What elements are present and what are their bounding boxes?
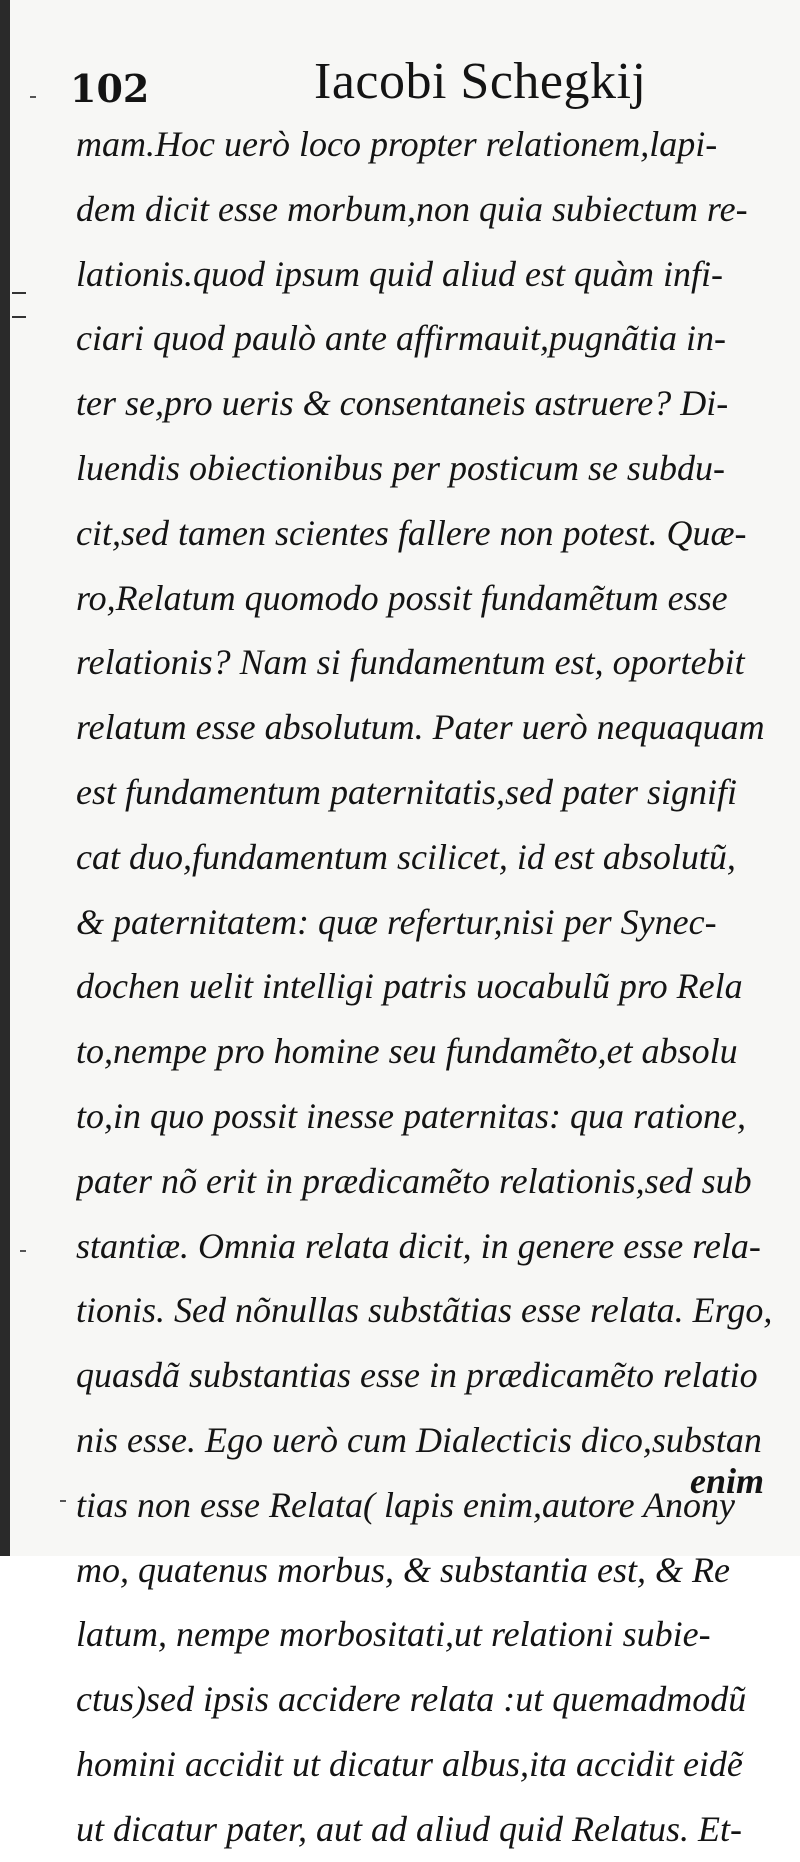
text-line: dem dicit esse morbum,non quia subiectum re-	[76, 188, 748, 229]
catchword: enim	[689, 1461, 764, 1501]
text-line: dochen uelit intelligi patris uocabulũ pro Rela	[76, 966, 743, 1007]
text-line: to,nempe pro homine seu fundamẽto,et absolu	[76, 1031, 738, 1072]
text-line: mo, quatenus morbus, & substantia est, & Re	[76, 1549, 730, 1590]
text-line: mam.Hoc uerò loco propter relationem,lapi-	[76, 124, 718, 164]
text-line: cat duo,fundamentum scilicet, id est absolutũ,	[76, 836, 736, 877]
gutter-shadow	[0, 0, 10, 1556]
text-line: relationis? Nam si fundamentum est, oportebit	[76, 642, 745, 683]
ink-speck	[20, 1250, 26, 1252]
text-line: tias non esse Relata( lapis enim,autore Anony	[76, 1484, 735, 1525]
text-line: stantiæ. Omnia relata dicit, in genere esse rela-	[76, 1225, 761, 1266]
text-line: & paternitatem: quæ refertur,nisi per Synec-	[76, 901, 717, 942]
ink-speck	[60, 1500, 66, 1502]
page-number: 102	[70, 66, 150, 111]
text-line: relatum esse absolutum. Pater uerò nequaquam	[76, 707, 765, 748]
margin-mark	[12, 316, 26, 318]
body-text	[76, 112, 776, 1862]
running-head: Iacobi Schegkij	[314, 53, 647, 110]
text-line: to,in quo possit inesse paternitas: qua ratione,	[76, 1095, 746, 1136]
page-header	[62, 52, 762, 112]
ink-speck	[30, 96, 36, 98]
text-line: latum, nempe morbositati,ut relationi subie-	[76, 1614, 711, 1655]
margin-mark	[12, 292, 26, 294]
text-line: ter se,pro ueris & consentaneis astruere? Di-	[76, 383, 729, 424]
text-line: luendis obiectionibus per posticum se subdu-	[76, 447, 725, 488]
text-line: ro,Relatum quomodo possit fundamẽtum esse	[76, 577, 728, 618]
text-line: est fundamentum paternitatis,sed pater signifi	[76, 771, 737, 812]
text-line: nis esse. Ego uerò cum Dialecticis dico,substan	[76, 1419, 762, 1460]
text-line: ctus)sed ipsis accidere relata :ut quemadmodũ	[76, 1679, 747, 1720]
text-line: tionis. Sed nõnullas substãtias esse relata. Ergo,	[76, 1290, 773, 1331]
text-line: ciari quod paulò ante affirmauit,pugnãtia in-	[76, 318, 726, 359]
text-line: homini accidit ut dicatur albus,ita accidit eidẽ	[76, 1743, 743, 1784]
text-line: pater nõ erit in prædicamẽto relationis,sed sub	[76, 1160, 752, 1201]
text-line: cit,sed tamen scientes fallere non potest. Quæ-	[76, 512, 747, 553]
text-line: lationis.quod ipsum quid aliud est quàm infi-	[76, 253, 724, 294]
text-line: ut dicatur pater, aut ad aliud quid Relatus. Et-	[76, 1808, 742, 1849]
text-line: quasdã substantias esse in prædicamẽto relatio	[76, 1355, 758, 1396]
